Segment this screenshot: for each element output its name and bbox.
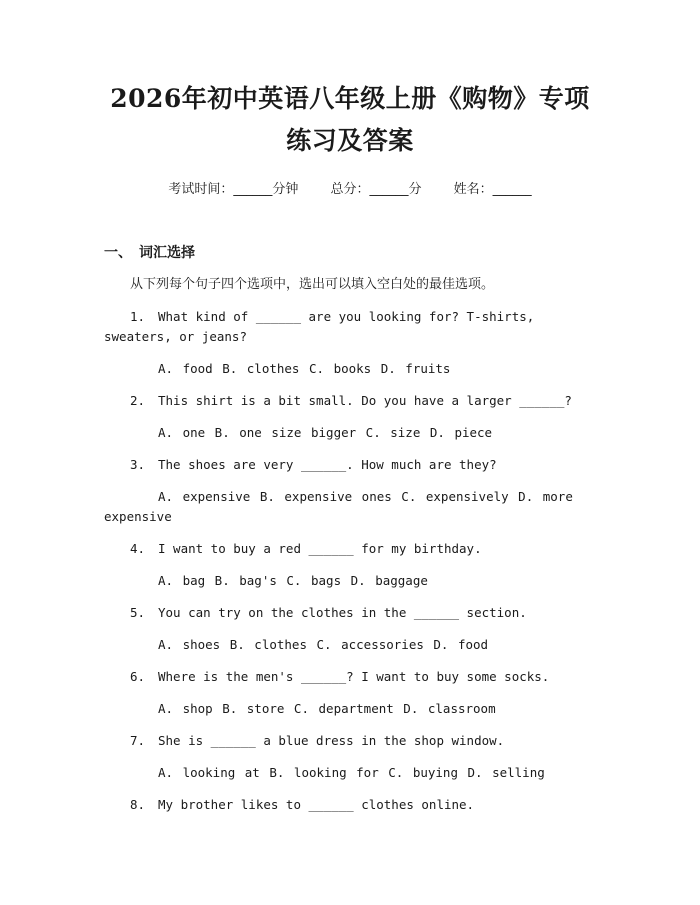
question-text: My brother likes to ______ clothes online. <box>158 797 475 812</box>
question-text: The shoes are very ______. How much are they? <box>158 457 497 472</box>
question-list <box>104 307 596 815</box>
section-title: 词汇选择 <box>139 245 195 261</box>
question-number: 6. <box>130 669 146 684</box>
question-6 <box>104 667 596 687</box>
total-score: 总分：______分 <box>330 182 422 197</box>
question-text: What kind of ______ are you looking for? T-shirts, sweaters, or jeans? <box>104 309 535 344</box>
question-7-options: A. looking at B. looking for C. buying D. selling <box>158 765 545 780</box>
question-2 <box>104 391 596 411</box>
question-number: 7. <box>130 733 146 748</box>
document-title: 2026年初中英语八年级上册《购物》专项练习及答案 <box>110 84 590 155</box>
question-5-options: A. shoes B. clothes C. accessories D. food <box>158 637 489 652</box>
question-2-options: A. one B. one size bigger C. size D. piece <box>158 425 493 440</box>
question-6-options: A. shop B. store C. department D. classroom <box>158 701 496 716</box>
question-1 <box>104 307 596 347</box>
exam-info <box>104 180 596 200</box>
question-number: 3. <box>130 457 146 472</box>
question-4 <box>104 539 596 559</box>
question-number: 8. <box>130 797 146 812</box>
question-text: I want to buy a red ______ for my birthday. <box>158 541 482 556</box>
question-text: This shirt is a bit small. Do you have a larger ______? <box>158 393 572 408</box>
question-5 <box>104 603 596 623</box>
section-heading <box>104 243 596 263</box>
question-number: 5. <box>130 605 146 620</box>
question-8 <box>104 795 596 815</box>
question-number: 1. <box>130 309 146 324</box>
question-1-options: A. food B. clothes C. books D. fruits <box>158 361 451 376</box>
question-number: 4. <box>130 541 146 556</box>
question-7 <box>104 731 596 751</box>
question-3-options: A. expensive B. expensive ones C. expensively D. more expensive <box>104 489 573 524</box>
section-number: 一、 <box>104 245 132 261</box>
question-text: You can try on the clothes in the ______ section. <box>158 605 527 620</box>
section-instruction: 从下列每个句子四个选项中，选出可以填入空白处的最佳选项。 <box>130 277 495 292</box>
exam-time: 考试时间：______分钟 <box>168 182 299 197</box>
question-number: 2. <box>130 393 146 408</box>
question-text: She is ______ a blue dress in the shop window. <box>158 733 505 748</box>
question-4-options: A. bag B. bag's C. bags D. baggage <box>158 573 428 588</box>
question-text: Where is the men's ______? I want to buy some socks. <box>158 669 550 684</box>
question-3 <box>104 455 596 475</box>
student-name: 姓名：______ <box>453 182 532 197</box>
